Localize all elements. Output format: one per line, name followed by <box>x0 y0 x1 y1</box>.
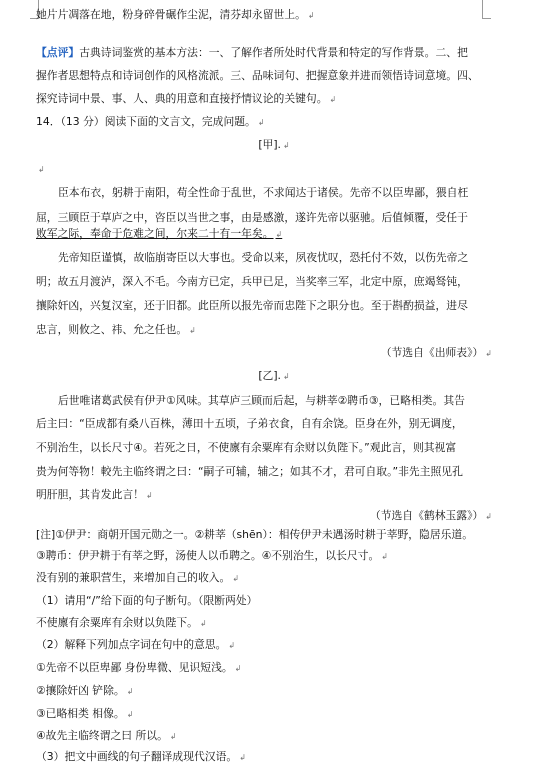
sub-question: （2）解释下列加点字词在句中的意思。 ↲ <box>36 638 236 651</box>
blank-line: ↲ <box>38 165 45 174</box>
text-line: 屈，三顾臣于草庐之中，咨臣以当世之事，由是感激，遂许先帝以驱驰。后值倾覆，受任于 <box>36 211 468 224</box>
text-line: 明肝胆，其肯发此言！ ↲ <box>36 488 153 501</box>
text-line: 攘除奸凶，兴复汉室，还于旧都。此臣所以报先帝而忠陛下之职分也。至于斟酌损益，进尽 <box>36 299 468 312</box>
answer-item: ①先帝不以臣卑鄙 身份卑微、见识短浅。 ↲ <box>36 661 242 674</box>
text-line: 探究诗词中景、事、人、典的用意和直接抒情议论的关键句。 ↲ <box>36 92 337 105</box>
text-line: 先帝知臣谨慎，故临崩寄臣以大事也。受命以来，夙夜忧叹，恐托付不效，以伤先帝之 <box>58 251 469 264</box>
source-citation: （节选自《鹤林玉露》） ↲ <box>369 509 492 522</box>
answer-item: ②攘除奸凶 铲除。 ↲ <box>36 684 134 697</box>
sub-question: （3）把文中画线的句子翻译成现代汉语。 ↲ <box>36 750 246 763</box>
answer-item: ③已略相类 相像。 ↲ <box>36 707 134 720</box>
note-line: 没有别的兼职营生，来增加自己的收入。 ↲ <box>36 571 240 584</box>
section-heading-yi: [乙]. ↲ <box>258 369 290 382</box>
text-line: 后主曰：“臣成都有桑八百株，薄田十五顷，子弟衣食，自有余饶。臣身在外，别无调度， <box>36 417 463 430</box>
section-heading-jia: [甲]. ↲ <box>258 138 290 151</box>
text-line: 明；故五月渡泸，深入不毛。今南方已定，兵甲已足，当奖率三军，北定中原，庶竭驽钝， <box>36 275 468 288</box>
text-line: 她片片凋落在地，粉身碎骨碾作尘泥，清芬却永留世上。 ↲ <box>36 8 315 21</box>
text-line: 忠言，则攸之、祎、允之任也。 ↲ <box>36 323 196 336</box>
text-line: 后世唯诸葛武侯有伊尹①风味。其草庐三顾而后起，与耕莘②聘币③，已略相类。其告 <box>58 394 465 407</box>
text-line: 贵为何等物！較先主临终谓之曰：“嗣子可辅，辅之；如其不才，君可自取。”非先主照见孔 <box>36 465 463 478</box>
text-line: 臣本布衣，躬耕于南阳，苟全性命于乱世，不求闻达于诸侯。先帝不以臣卑鄙，猥自枉 <box>58 186 469 199</box>
question-heading: 14．（13 分）阅读下面的文言文，完成问题。 ↲ <box>36 115 265 128</box>
text-line: 握作者思想特点和诗词创作的风格流派。三、品味词句、把握意象并进而领悟诗词意境。四、 <box>36 69 479 82</box>
note-line: [注]①伊尹：商朝开国元勋之一。②耕莘（shēn）：相传伊尹未遇汤时耕于莘野，隐居乐道。 <box>36 528 474 541</box>
sub-question: （1）请用“/”给下面的句子断句。（限断两处） <box>36 594 258 607</box>
underlined-line: 败军之际，奉命于危难之间，尔来二十有一年矣。 ↲ <box>36 227 283 240</box>
note-line: ③聘币：伊尹耕于有莘之野，汤使人以币聘之。④不别治生，以长尺寸。 ↲ <box>36 549 388 562</box>
source-citation: （节选自《出师表》） ↲ <box>380 346 492 359</box>
answer-item: ④故先主临终谓之曰 所以。 ↲ <box>36 729 177 742</box>
comment-line: 【点评】古典诗词鉴赏的基本方法：一、了解作者所处时代背景和特定的写作背景。二、把 <box>36 46 468 59</box>
text-line: 不使廪有余粟库有余财以负陛下。 ↲ <box>36 616 207 629</box>
text-line: 不别治生，以长尺寸④。若死之日，不使廪有余粟库有余财以负陛下。”观此言，则其视富 <box>36 441 457 454</box>
comment-tag: 【点评】 <box>36 46 80 59</box>
